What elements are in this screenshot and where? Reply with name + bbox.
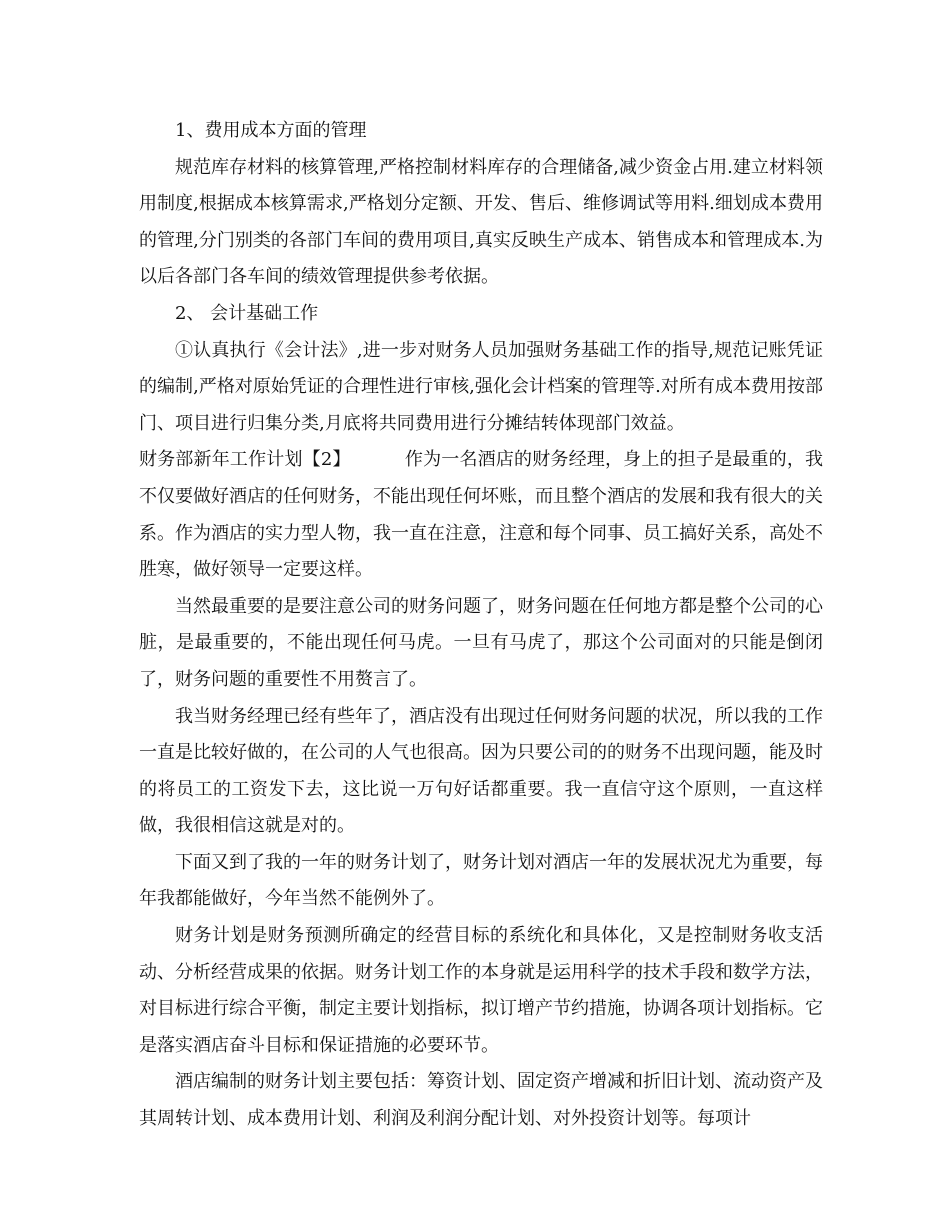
plan-title: 财务部新年工作计划【2】 bbox=[139, 449, 351, 471]
plan-intro-text: 作为一名酒店的财务经理，身上的担子是最重的，我不仅要做好酒店的任何财务，不能出现任何坏账，而且整个酒店的发展和我有很大的关系。作为酒店的实力型人物，我一直在注意，注意和每个同事、员工搞好关系，高处不胜寒，做好领导一定要这样。 bbox=[139, 449, 824, 581]
paragraph-financial-importance: 当然最重要的是要注意公司的财务问题了，财务问题在任何地方都是整个公司的心脏，是最重要的，不能出现任何马虎。一旦有马虎了，那这个公司面对的只能是倒闭了，财务问题的重要性不用赘言了。 bbox=[139, 595, 823, 690]
paragraph-plan-definition: 财务计划是财务预测所确定的经营目标的系统化和具体化，又是控制财务收支活动、分析经营成果的依据。财务计划工作的本身就是运用科学的技术手段和数学方法，对目标进行综合平衡，制定主要计划指标，拟订增产节约措施，协调各项计划指标。它是落实酒店奋斗目标和保证措施的必要环节。 bbox=[139, 925, 823, 1056]
section-heading-accounting-basics: 2、 会计基础工作 bbox=[175, 302, 319, 324]
section-heading-cost-management: 1、费用成本方面的管理 bbox=[175, 120, 367, 141]
paragraph-annual-plan: 下面又到了我的一年的财务计划了，财务计划对酒店一年的发展状况尤为重要，每年我都能做好，今年当然不能例外了。 bbox=[139, 851, 823, 910]
paragraph-new-year-plan bbox=[139, 442, 823, 588]
paragraph-accounting-law: ①认真执行《会计法》,进一步对财务人员加强财务基础工作的指导,规范记账凭证的编制,严格对原始凭证的合理性进行审核,强化会计档案的管理等.对所有成本费用按部门、项目进行归集分类,月底将共同费用进行分摊结转体现部门效益。 bbox=[139, 339, 823, 434]
document-body bbox=[139, 113, 823, 1138]
paragraph-manager-experience: 我当财务经理已经有些年了，酒店没有出现过任何财务问题的状况，所以我的工作一直是比较好做的，在公司的人气也很高。因为只要公司的的财务不出现问题，能及时的将员工的工资发下去，这比说一万句好话都重要。我一直信守这个原则，一直这样做，我很相信这就是对的。 bbox=[139, 705, 823, 837]
paragraph-inventory-management: 规范库存材料的核算管理,严格控制材料库存的合理储备,减少资金占用.建立材料领用制度,根据成本核算需求,严格划分定额、开发、售后、维修调试等用料.细划成本费用的管理,分门别类的各部门车间的费用项目,真实反映生产成本、销售成本和管理成本.为以后各部门各车间的绩效管理提供参考依据。 bbox=[139, 156, 823, 288]
paragraph-plan-contents: 酒店编制的财务计划主要包括：筹资计划、固定资产增减和折旧计划、流动资产及其周转计划、成本费用计划、利润及利润分配计划、对外投资计划等。每项计 bbox=[139, 1071, 823, 1130]
